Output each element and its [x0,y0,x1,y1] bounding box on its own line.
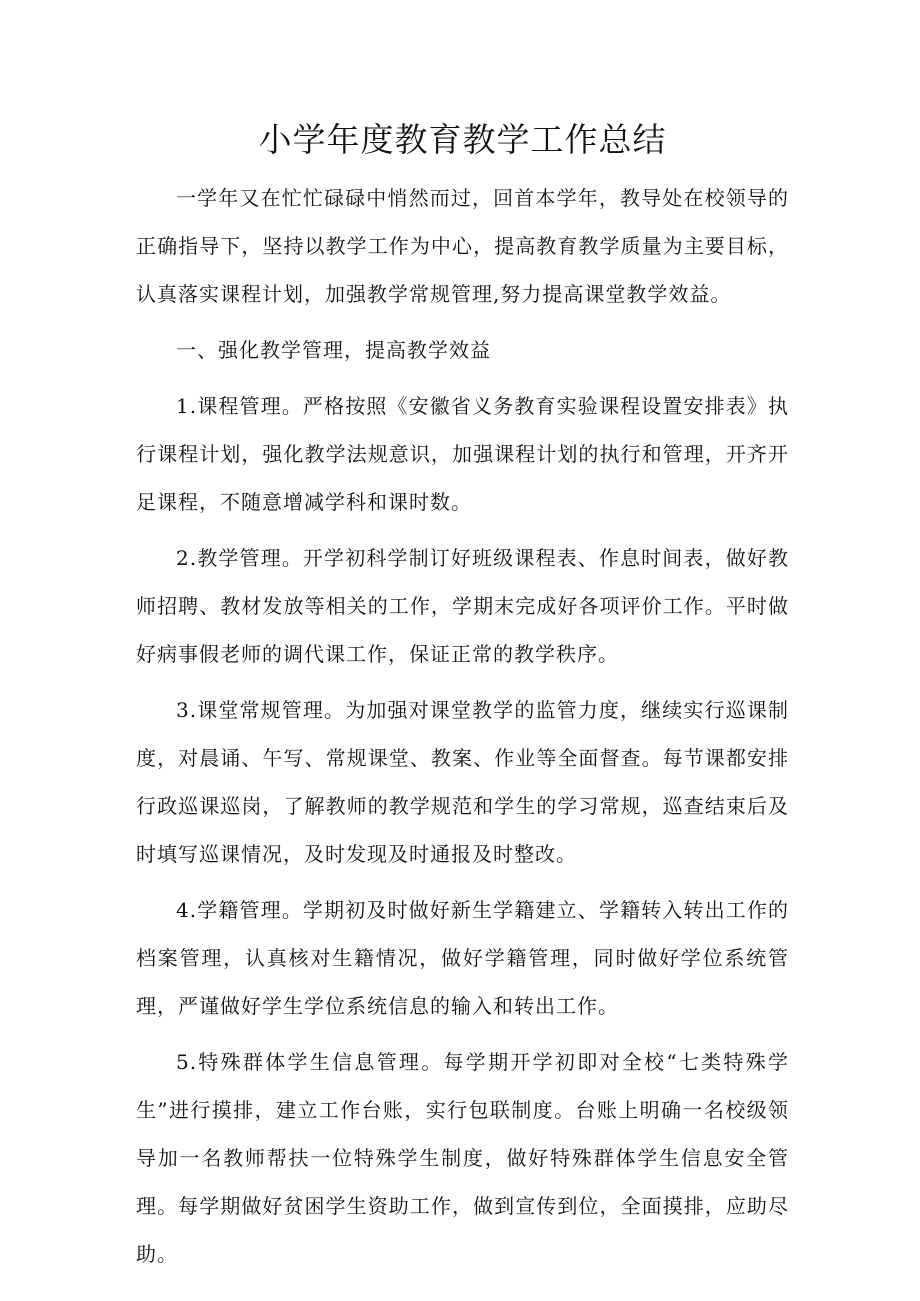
intro-paragraph: 一学年又在忙忙碌碌中悄然而过，回首本学年，教导处在校领导的正确指导下，坚持以教学工作为中心，提高教育教学质量为主要目标，认真落实课程计划，加强教学常规管理,努力提高课堂教学效益。 [136,186,789,306]
paragraph-special-students: 5.特殊群体学生信息管理。每学期开学初即对全校“七类特殊学生”进行摸排，建立工作台账，实行包联制度。台账上明确一名校级领导加一名教师帮扶一位特殊学生制度，做好特殊群体学生信息安全管理。每学期做好贫困学生资助工作，做到宣传到位，全面摸排，应助尽助。 [136,1050,789,1266]
paragraph-course-management: 1.课程管理。严格按照《安徽省义务教育实验课程设置安排表》执行课程计划，强化教学法规意识，加强课程计划的执行和管理，开齐开足课程，不随意增减学科和课时数。 [136,394,789,514]
paragraph-teaching-management: 2.教学管理。开学初科学制订好班级课程表、作息时间表，做好教师招聘、教材发放等相关的工作，学期末完成好各项评价工作。平时做好病事假老师的调代课工作，保证正常的教学秩序。 [136,546,789,666]
document-title: 小学年度教育教学工作总结 [258,120,667,159]
paragraph-student-records: 4.学籍管理。学期初及时做好新生学籍建立、学籍转入转出工作的档案管理，认真核对生籍情况，做好学籍管理，同时做好学位系统管理，严谨做好学生学位系统信息的输入和转出工作。 [136,898,789,1018]
paragraph-classroom-management: 3.课堂常规管理。为加强对课堂教学的监管力度，继续实行巡课制度，对晨诵、午写、常规课堂、教案、作业等全面督查。每节课都安排行政巡课巡岗，了解教师的教学规范和学生的学习常规，巡查结束后及时填写巡课情况，及时发现及时通报及时整改。 [136,698,789,866]
section-heading: 一、强化教学管理，提高教学效益 [176,338,491,362]
